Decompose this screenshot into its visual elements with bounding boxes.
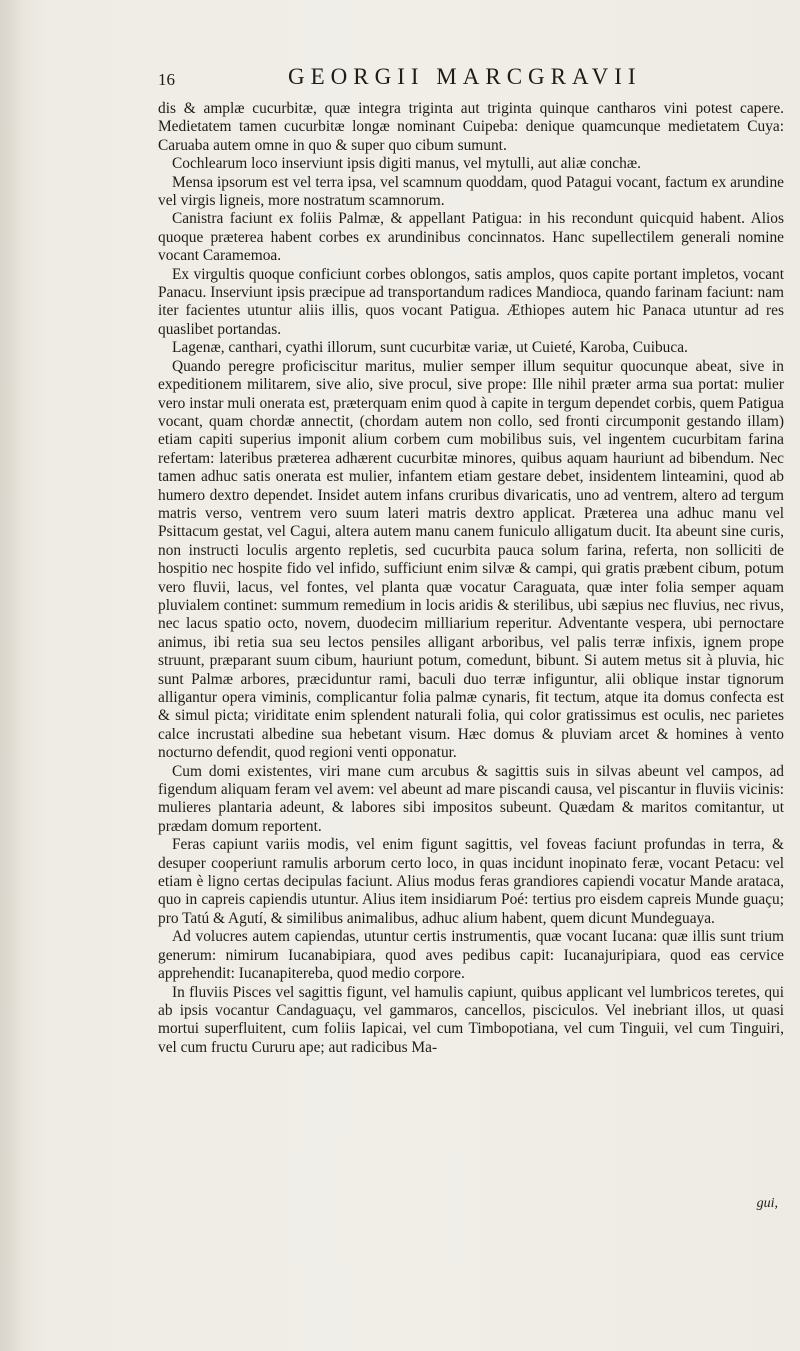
- paragraph: Mensa ipsorum est vel terra ipsa, vel scamnum quoddam, quod Patagui vocant, factum ex arundine vel virgis ligneis, more nostratum scamnorum.: [158, 173, 784, 210]
- running-title: GEORGII MARCGRAVII: [288, 64, 642, 89]
- paragraph: Quando peregre proficiscitur maritus, mulier semper illum sequitur quocunque abeat, sive in expeditionem militarem, sive alio, sive procul, sive prope: Ille nihil præter arma sua portat: mulier vero instar muli onerata est, præterquam enim quod à capite in tergum dependet corbis, quem Patigua vocant, quam chordæ annectit, (chordam autem non collo, sed fronti circumponit gestando illam) etiam capiti superius imponit alium corbem cum mobilibus suis, vel ingentem cucurbitam farina refertam: lateribus præterea adhærent cucurbitæ minores, quibus aquam hauriunt ad bibendum. Nec tamen adhuc satis onerata est mulier, infantem etiam gestare debet, insidentem linteamini, quod ab humero dextro dependet. Insidet autem infans cruribus divaricatis, uno ad ventrem, altero ad tergum matris verso, ventrem vero suum lateri matris dextro applicat. Præterea una adhuc manu vel Psittacum gestat, vel Cagui, altera autem manu canem funiculo alligatum ducit. Ita abeunt sine curis, non instructi loculis argento repletis, sed cucurbita pauca solum farina, referta, non solliciti de hospitio nec hospite fido vel infido, sufficiunt enim silvæ & campi, qui gratis præbent cibum, potum vero fluvii, lacus, vel fontes, vel planta quæ vocatur Caraguata, quæ inter folia semper aquam pluvialem continet: summum remedium in locis aridis & sterilibus, ubi sæpius nec fluvius, nec rivus, nec lacus spatio octo, novem, duodecim milliarium reperitur. Adventante vespera, ubi pernoctare animus, ibi retia sua seu lectos pensiles alligant arboribus, vel palis terræ infixis, ignem prope struunt, præparant suum cibum, hauriunt potum, comedunt, bibunt. Si autem metus sit à pluvia, hic sunt Palmæ arbores, præciduntur rami, baculi duo terræ infiguntur, alii oblique instar tignorum alligantur opera viminis, complicantur folia palmæ cynaris, fit tectum, atque ita domus confecta est & simul picta; viriditate enim splendent naturali folia, qui color gratissimus est oculis, nec parietes calce incrustati albedine sua hebetant visum. Hæc domus & pluviam arcet & homines à vento nocturno defendit, quod regioni venti opponatur.: [158, 357, 784, 762]
- paragraph: dis & amplæ cucurbitæ, quæ integra triginta aut triginta quinque cantharos vini potest capere. Medietatem tamen cucurbitæ longæ nominant Cuipeba: denique quamcunque medietatem Cuya: Caruaba autem omne in quo & super quo cibum sumunt.: [158, 100, 784, 154]
- paragraph: Lagenæ, canthari, cyathi illorum, sunt cucurbitæ variæ, ut Cuieté, Karoba, Cuibuca.: [172, 339, 688, 357]
- page-number: 16: [158, 70, 175, 89]
- main-text: [158, 100, 784, 1057]
- paragraph: Ad volucres autem capiendas, utuntur certis instrumentis, quæ vocant Iucana: quæ illis sunt trium generum: nimirum Iucanabipiara, quod aves pedibus capit: Iucanajuripiara, quod eas cervice apprehendit: Iucanapitereba, quod medio corpore.: [158, 928, 784, 983]
- page-header: [158, 48, 780, 88]
- paragraph: Feras capiunt variis modis, vel enim figunt sagittis, vel foveas faciunt profundas in terra, & desuper cooperiunt ramulis arborum certo loco, in quas incidunt inopinato feræ, vocant Petacu: vel etiam è ligno certas decipulas faciunt. Alius modus feras grandiores capiendi vocatur Mande arataca, quo in capreis capiendis utuntur. Alius item insidiarum Poé: tertius pro eisdem capreis Munde guaçu; pro Tatú & Agutí, & similibus animalibus, adhuc alium habent, quem dicunt Mundeguaya.: [158, 836, 784, 927]
- page-gutter-shadow: [0, 0, 22, 1351]
- paragraph: Cum domi existentes, viri mane cum arcubus & sagittis suis in silvas abeunt vel campos, ad figendum aliquam feram vel avem: vel abeunt ad mare piscandi causa, vel piscantur in fluviis vicinis: mulieres plantaria adeunt, & labores sibi impositos subeunt. Quædam & maritos comitantur, ut prædam domum reportent.: [158, 762, 784, 835]
- catchword: gui,: [756, 1196, 778, 1211]
- paragraph: In fluviis Pisces vel sagittis figunt, vel hamulis capiunt, quibus applicant vel lumbricos teretes, qui ab ipsis vocantur Candaguaçu, vel gammaros, cancellos, pisciculos. Vel inebriant illos, ut quasi mortui superfluitent, cum foliis Iapicai, vel cum Timbopotiana, vel cum Tinguii, vel cum Tinguiri, vel cum fructu Cururu ape; aut radicibus Ma-: [158, 983, 784, 1056]
- paragraph: Ex virgultis quoque conficiunt corbes oblongos, satis amplos, quos capite portant impletos, vocant Panacu. Inserviunt ipsis præcipue ad transportandum radices Mandioca, quando farinam faciunt: nam iter facientes utuntur aliis illis, quos vocant Patigua. Æthiopes autem hic Panaca utuntur ad res quaslibet portandas.: [158, 265, 784, 338]
- paragraph: Cochlearum loco inserviunt ipsis digiti manus, vel mytulli, aut aliæ conchæ.: [172, 155, 641, 173]
- paragraph: Canistra faciunt ex foliis Palmæ, & appellant Patigua: in his recondunt quicquid habent. Alios quoque præterea habent corbes ex arundinibus concinnatos. Hanc supellectilem generali nomine vocant Caramemoa.: [158, 210, 784, 265]
